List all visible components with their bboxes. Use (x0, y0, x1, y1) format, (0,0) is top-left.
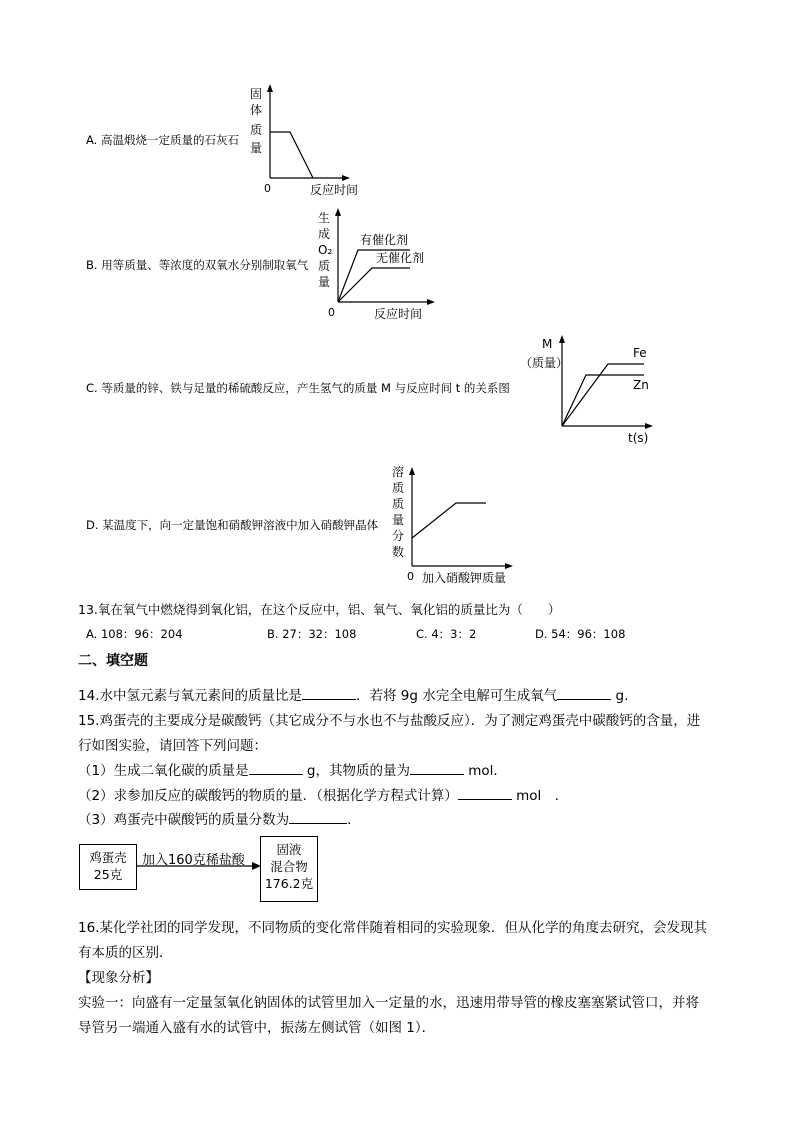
q14-blank-1[interactable] (302, 687, 356, 700)
q16-line-4: 实验一：向盛有一定量氢氧化钠固体的试管里加入一定量的水，迅速用带导管的橡皮塞塞紧试管口，并将 (78, 995, 699, 1011)
q13-text: 13.氧在氧气中燃烧得到氧化铝，在这个反应中，铝、氧气、氧化铝的质量比为（ ） (78, 602, 561, 617)
q14-line (78, 684, 628, 704)
graph-b-label-no-catalyst: 无催化剂 (376, 251, 425, 265)
box-eggshell (79, 844, 137, 890)
graph-c-label-fe: Fe (633, 346, 647, 360)
q14-part1: 14.水中氢元素与氧元素间的质量比是 (78, 688, 302, 704)
option-b-label: B. 用等质量、等浓度的双氧水分别制取氧气 (86, 258, 309, 272)
graph-a-ylabel (250, 87, 262, 155)
box-mixture (260, 836, 318, 902)
q13-choice-c: C. 4：3：2 (416, 627, 477, 641)
graph-a-xlabel: 反应时间 (310, 183, 359, 197)
q15-sub2-a: （2）求参加反应的碳酸钙的物质的量．（根据化学方程式计算） (78, 788, 458, 804)
graph-c-ylabel-unit: （质量） (520, 356, 569, 370)
graph-d-ylabel-6: 数 (392, 545, 405, 559)
q14-blank-2[interactable] (557, 687, 611, 700)
q13-choice-a: A. 108：96：204 (86, 627, 183, 641)
q15-intro-1: 15.鸡蛋壳的主要成分是碳酸钙（其它成分不与水也不与盐酸反应）．为了测定鸡蛋壳中碳酸钙的含量，进 (78, 713, 701, 729)
graph-c (520, 332, 660, 445)
q15-sub3-b: ． (347, 812, 361, 828)
graph-c-y-arrow (559, 335, 565, 343)
q15-sub-2 (78, 784, 568, 804)
graph-d-ylabel-2: 质 (392, 481, 405, 495)
graph-b-label-catalyst: 有催化剂 (360, 233, 409, 247)
graph-a-origin: 0 (264, 182, 271, 195)
graph-a-y-arrow (267, 84, 273, 92)
q15-sub3-a: （3）鸡蛋壳中碳酸钙的质量分数为 (78, 812, 290, 828)
graph-d-ylabel-3: 质 (392, 497, 405, 511)
q16-line-1: 16.某化学社团的同学发现，不同物质的变化常伴随着相同的实验现象．但从化学的角度去研究，会发现其 (78, 920, 707, 936)
q15-sub1-a: （1）生成二氧化碳的质量是 (78, 763, 249, 779)
graph-d-curve (412, 503, 486, 538)
q16-line-3: 【现象分析】 (78, 970, 159, 986)
graph-c-label-zn: Zn (633, 378, 649, 392)
q13-choice-b: B. 27：32：108 (267, 627, 357, 641)
graph-a-curve (270, 132, 313, 178)
option-c-label: C. 等质量的锌、铁与足量的稀硫酸反应，产生氢气的质量 M 与反应时间 t 的关系图 (86, 381, 510, 395)
graph-d-ylabel-5: 分 (392, 529, 405, 543)
graph-a-ylabel-1: 固 (250, 87, 263, 101)
option-a-label: A. 高温煅烧一定质量的石灰石 (86, 133, 239, 147)
q16-line-2: 有本质的区别． (78, 945, 173, 961)
graph-a-x-arrow (342, 175, 350, 181)
q15-sub-1 (78, 759, 507, 779)
q15-blank-4[interactable] (289, 811, 347, 824)
graph-c-line-fe (562, 364, 644, 426)
box-mixture-line-1: 固液 (276, 842, 302, 857)
graph-b-ylabel-2: 成 (318, 227, 331, 241)
q15-sub2-b: mol ． (511, 788, 569, 804)
graph-b-origin: 0 (328, 306, 335, 319)
graph-d (386, 460, 526, 590)
graph-c-xlabel: t(s) (628, 431, 649, 445)
q14-part2: ．若将 9g 水完全电解可生成氧气 (355, 688, 558, 704)
graph-b-xlabel: 反应时间 (374, 307, 423, 321)
graph-d-ylabel-1: 溶 (392, 465, 405, 479)
graph-d-x-arrow (505, 563, 513, 569)
graph-d-origin: 0 (407, 570, 414, 583)
option-d-label: D. 某温度下，向一定量饱和硝酸钾溶液中加入硝酸钾晶体 (86, 518, 379, 532)
graph-b-y-arrow (335, 208, 341, 216)
graph-a (240, 82, 360, 202)
graph-a-ylabel-4: 量 (250, 141, 263, 155)
graph-b-ylabel-4: 质 (318, 259, 331, 273)
q15-blank-3[interactable] (458, 787, 512, 800)
graph-d-xlabel: 加入硝酸钾质量 (422, 571, 507, 585)
graph-a-ylabel-2: 体 (250, 103, 263, 117)
graph-c-x-arrow (645, 423, 653, 429)
box-eggshell-line-1: 鸡蛋壳 (89, 850, 127, 865)
box-mixture-line-3: 176.2克 (264, 876, 314, 891)
q14-part3: g. (611, 688, 629, 704)
graph-b (310, 206, 440, 326)
q13-choice-d: D. 54：96：108 (535, 627, 626, 641)
graph-d-ylabel-4: 量 (392, 513, 405, 527)
graph-b-ylabel-3: O₂ (318, 243, 333, 257)
arrow-label: 加入160克稀盐酸 (142, 853, 245, 868)
box-eggshell-line-2: 25克 (93, 867, 123, 882)
graph-c-ylabel-m: M (542, 337, 553, 351)
box-mixture-line-2: 混合物 (270, 859, 308, 874)
q15-blank-2[interactable] (410, 762, 464, 775)
flow-arrow (137, 861, 261, 871)
section-heading: 二、填空题 (78, 653, 148, 669)
q15-intro-2: 行如图实验，请回答下列问题： (78, 738, 267, 754)
q15-sub-3 (78, 808, 361, 828)
graph-d-y-arrow (409, 467, 415, 475)
graph-b-ylabel-5: 量 (318, 275, 331, 289)
graph-a-ylabel-3: 质 (250, 123, 263, 137)
graph-b-ylabel-1: 生 (318, 211, 331, 225)
graph-c-line-zn (562, 375, 644, 426)
q15-blank-1[interactable] (249, 762, 303, 775)
q15-sub1-c: mol． (463, 763, 507, 779)
q16-line-5: 导管另一端通入盛有水的试管中，振荡左侧试管（如图 1）． (78, 1020, 436, 1036)
graph-b-x-arrow (427, 299, 435, 305)
q15-sub1-b: g，其物质的量为 (302, 763, 410, 779)
